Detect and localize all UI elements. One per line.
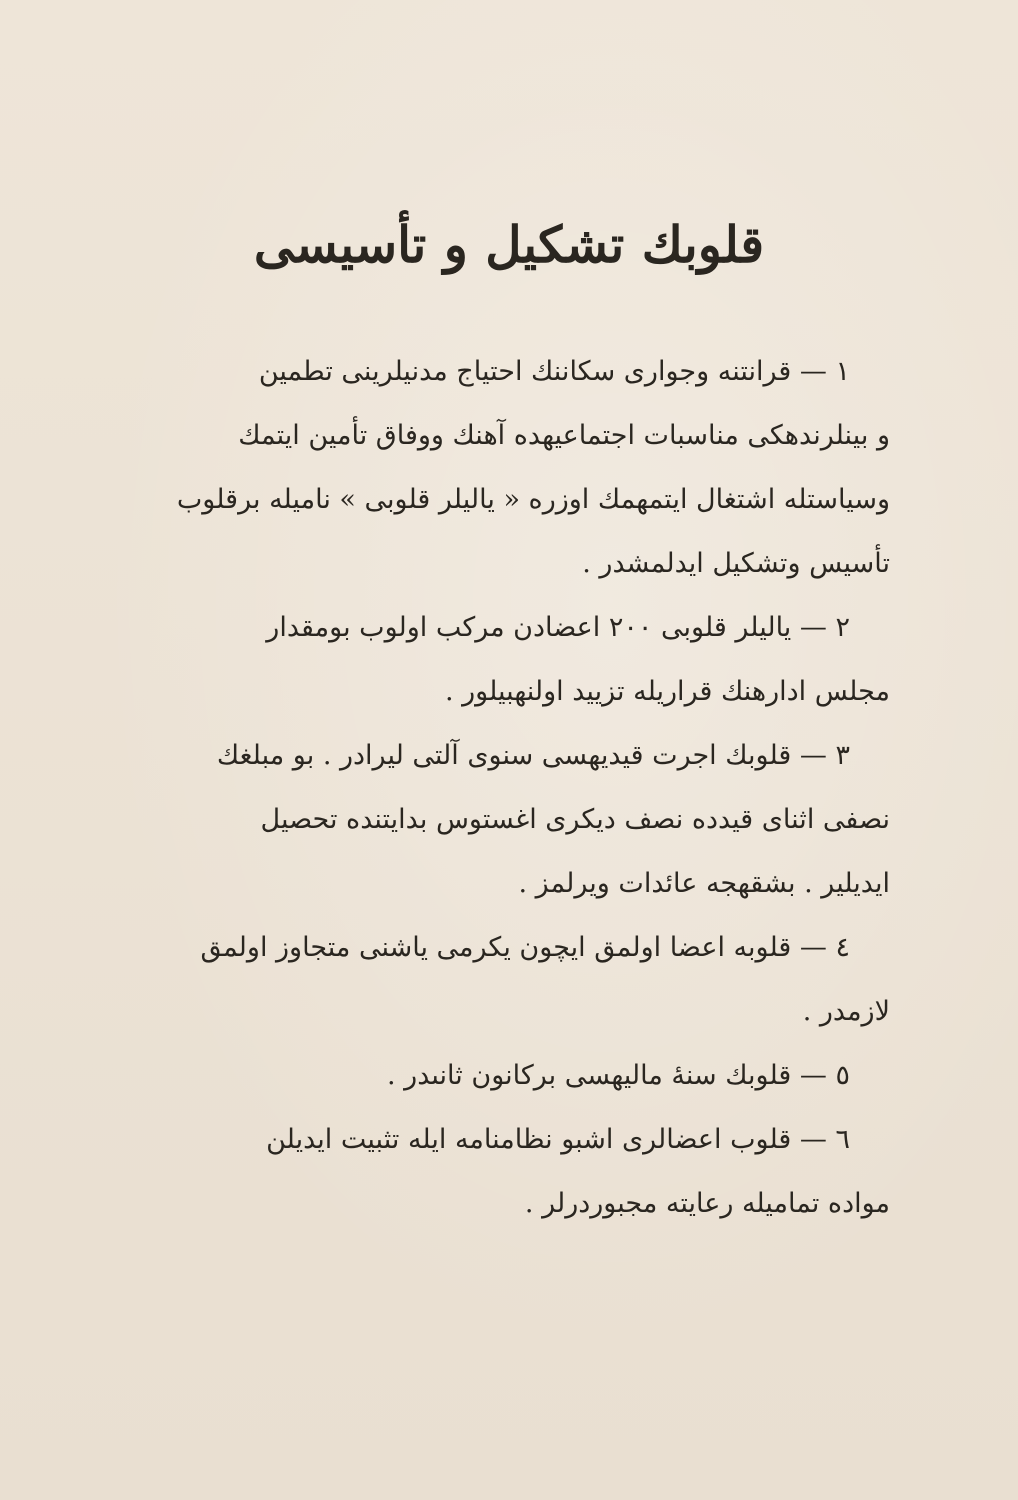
- article-4: [150, 916, 890, 1044]
- text-line: ٥ — قلوبك سنهٔ ماليهسى بركانون ثانىدر .: [387, 1060, 850, 1091]
- text-line: تأسيس وتشكيل ايدلمشدر .: [582, 548, 890, 579]
- article-3: [150, 724, 890, 916]
- article-list: [150, 340, 890, 1236]
- article-2: [150, 596, 890, 724]
- article-6: [150, 1108, 890, 1236]
- page-title: قلوبك تشكيل و تأسيسى: [253, 215, 765, 274]
- text-line: ٢ — ياليلر قلوبى ٢٠٠ اعضادن مركب اولوب بومقدار: [266, 612, 850, 643]
- text-line: مجلس ادارهنك قراريله تزييد اولنهبيلور .: [444, 676, 890, 707]
- article-1: [150, 340, 890, 596]
- text-line: ١ — قرانتنه وجوارى سكاننك احتياج مدنيلرينى تطمين: [258, 356, 850, 387]
- text-line: ٤ — قلوبه اعضا اولمق ايچون يكرمى ياشنى متجاوز اولمق: [200, 932, 850, 963]
- text-line: و بينلرندهكى مناسبات اجتماعيهده آهنك ووفاق تأمين ايتمك: [238, 420, 890, 451]
- text-line: ٦ — قلوب اعضالرى اشبو نظامنامه ايله تثبيت ايديلن: [266, 1124, 850, 1155]
- article-5: [150, 1044, 890, 1108]
- text-line: مواده تماميله رعايته مجبوردرلر .: [524, 1188, 890, 1219]
- text-line: نصفى اثناى قيدده نصف ديكرى اغستوس بدايتنده تحصيل: [260, 804, 890, 835]
- text-line: ٣ — قلوبك اجرت قيديهسى سنوى آلتى ليرادر . بو مبلغك: [216, 740, 850, 771]
- text-line: لازمدر .: [802, 996, 890, 1027]
- text-line: وسياستله اشتغال ايتمهمك اوزره « ياليلر قلوبى » ناميله برقلوب: [176, 484, 890, 515]
- text-line: ايديلير . بشقهجه عائدات ويرلمز .: [518, 868, 890, 899]
